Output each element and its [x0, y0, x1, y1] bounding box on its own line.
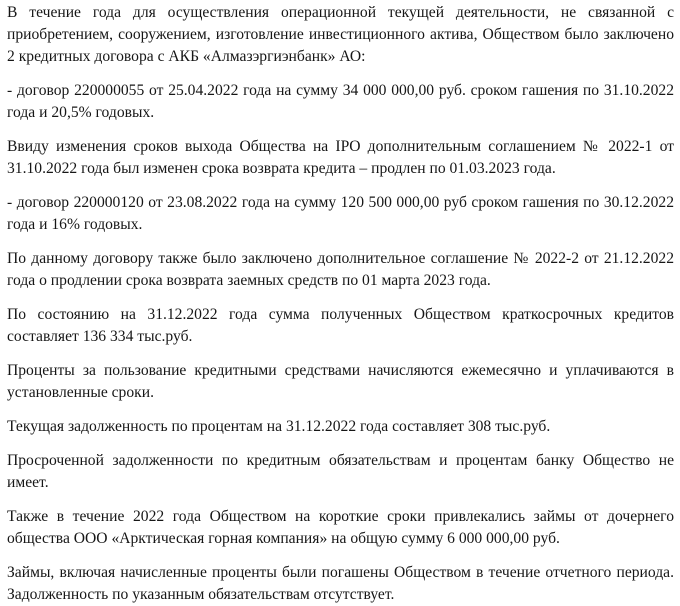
paragraph-subsidiary-loans: Также в течение 2022 года Обществом на короткие сроки привлекались займы от дочернего общества ООО «Арктическая горная компания» на общую сумму 6 000 000,00 руб. [7, 508, 674, 547]
paragraph-agreement-220000120: - договор 220000120 от 23.08.2022 года на сумму 120 500 000,00 руб сроком гашения по 30.12.2022 года и 16% годовых. [7, 194, 674, 233]
paragraph-no-overdue-debt: Просроченной задолженности по кредитным обязательствам и процентам банку Общество не имеет. [7, 452, 674, 491]
paragraph-short-term-credit-balance: По состоянию на 31.12.2022 года сумма полученных Обществом краткосрочных кредитов составляет 136 334 тыс.руб. [7, 306, 674, 345]
paragraph-interest-debt: Текущая задолженность по процентам на 31.12.2022 года составляет 308 тыс.руб. [7, 418, 551, 435]
paragraph-interest-accrual: Проценты за пользование кредитными средствами начисляются ежемесячно и уплачиваются в установленные сроки. [7, 362, 674, 401]
paragraph-agreement-220000055: - договор 220000055 от 25.04.2022 года на сумму 34 000 000,00 руб. сроком гашения по 31.10.2022 года и 20,5% годовых. [7, 82, 674, 121]
paragraph-credit-agreements-intro: В течение года для осуществления операционной текущей деятельности, не связанной с приобретением, сооружением, изготовление инвестиционного актива, Обществом было заключено 2 кредитных договора с АКБ «Алмазэргиэнбанк» АО: [7, 4, 674, 65]
paragraph-loans-repaid: Займы, включая начисленные проценты были погашены Обществом в течение отчетного периода. Задолженность по указанным обязательствам отсутствует. [7, 564, 674, 603]
paragraph-ipo-extension: Ввиду изменения сроков выхода Общества на IPO дополнительным соглашением № 2022-1 от 31.10.2022 года был изменен срока возврата кредита – продлен по 01.03.2023 года. [7, 138, 674, 177]
paragraph-additional-agreement: По данному договору также было заключено дополнительное соглашение № 2022-2 от 21.12.2022 года о продлении срока возврата заемных средств по 01 марта 2023 года. [7, 250, 674, 289]
